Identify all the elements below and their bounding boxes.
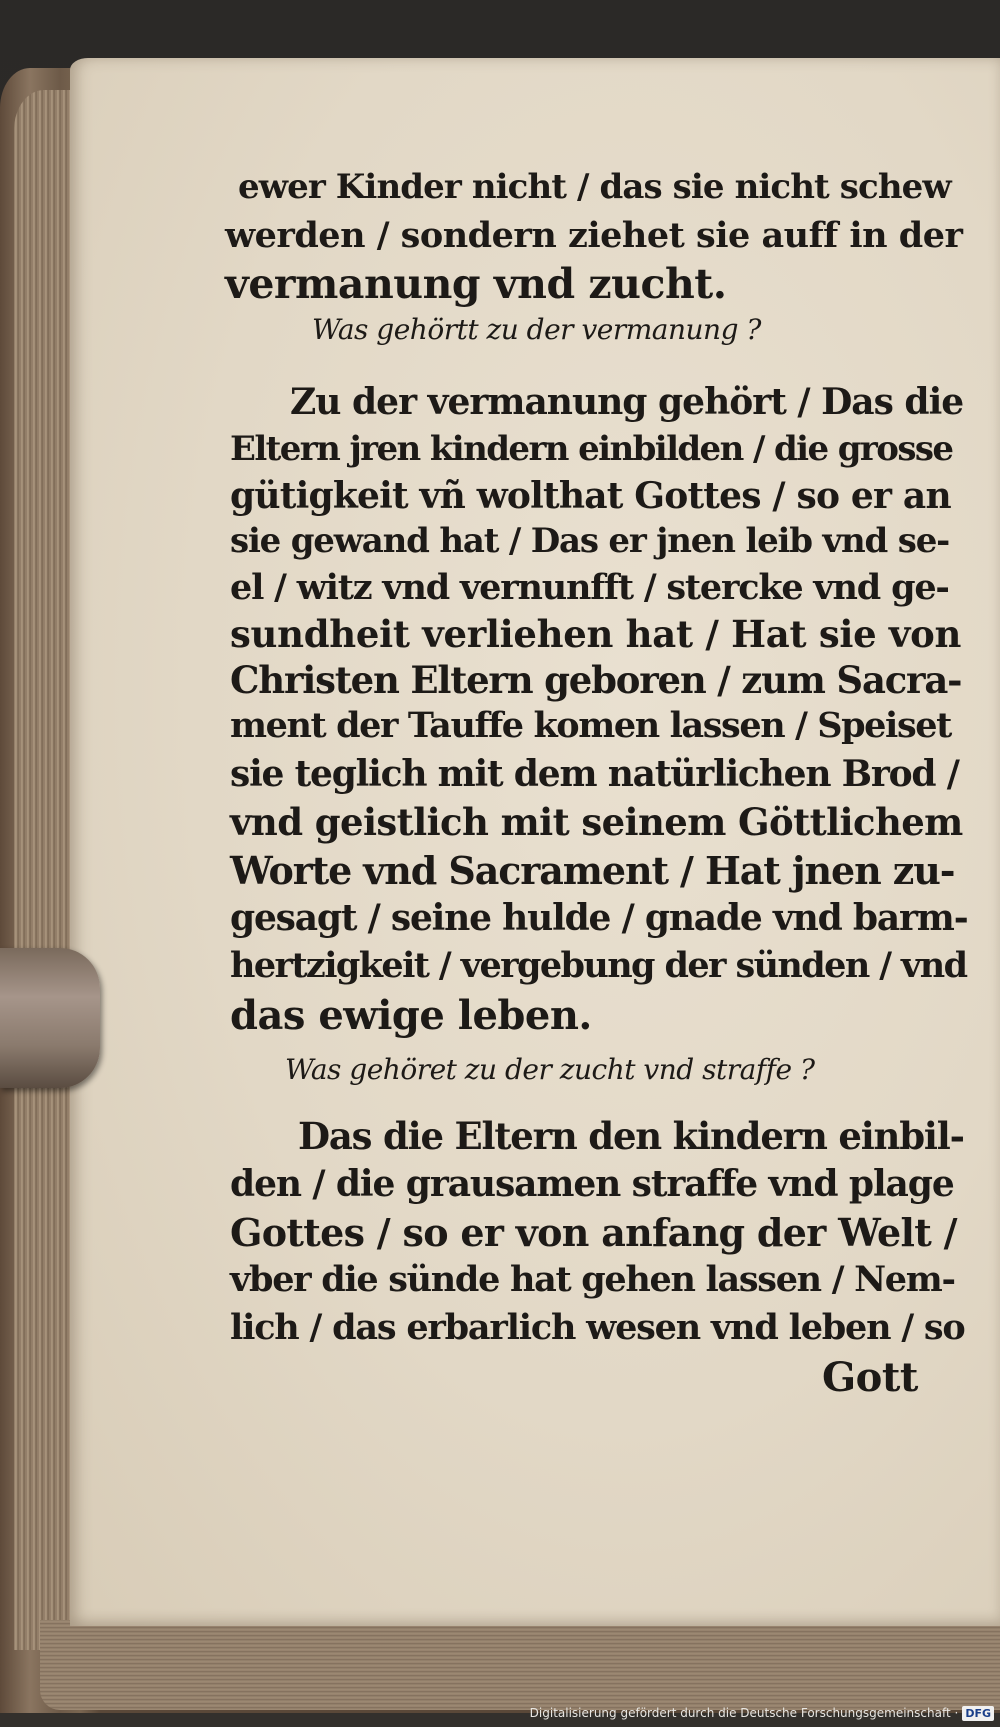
text-line: den / die grausamen straffe vnd plage bbox=[230, 1163, 954, 1205]
text-line: hertzigkeit / vergebung der sünden / vnd bbox=[230, 945, 967, 986]
text-line: sie teglich mit dem natürlichen Brod / bbox=[230, 753, 959, 795]
text-line: werden / sondern ziehet sie auff in der bbox=[225, 215, 963, 256]
digitization-credit bbox=[530, 1703, 994, 1723]
text-line: Christen Eltern geboren / zum Sacra- bbox=[230, 658, 962, 702]
page-edges-bottom bbox=[40, 1620, 1000, 1710]
bookmark-clip bbox=[0, 948, 100, 1088]
text-line: gesagt / seine hulde / gnade vnd barm- bbox=[230, 897, 968, 939]
text-line: sie gewand hat / Das er jnen leib vnd se- bbox=[230, 521, 950, 561]
text-line: lich / das erbarlich wesen vnd leben / so bbox=[230, 1307, 965, 1348]
book-page bbox=[70, 58, 1000, 1626]
text-line: vber die sünde hat gehen lassen / Nem- bbox=[230, 1259, 955, 1300]
text-line: ment der Tauffe komen lassen / Speiset bbox=[230, 705, 951, 746]
text-line: Zu der vermanung gehört / Das die bbox=[290, 381, 964, 423]
text-line: Gottes / so er von anfang der Welt / bbox=[230, 1210, 957, 1255]
text-line: gütigkeit vñ wolthat Gottes / so er an bbox=[230, 475, 951, 517]
text-line: Eltern jren kindern einbilden / die grosse bbox=[230, 429, 953, 469]
dfg-logo-icon: DFG bbox=[962, 1706, 994, 1721]
text-line: sundheit verliehen hat / Hat sie von bbox=[230, 612, 962, 656]
text-line: vnd geistlich mit seinem Göttlichem bbox=[230, 800, 963, 844]
question-heading: Was gehöret zu der zucht vnd straffe ? bbox=[285, 1053, 815, 1086]
text-line: das ewige leben. bbox=[230, 992, 592, 1039]
text-line: el / witz vnd vernunfft / stercke vnd ge- bbox=[230, 567, 949, 608]
text-line: Das die Eltern den kindern einbil- bbox=[298, 1114, 964, 1158]
question-heading: Was gehörtt zu der vermanung ? bbox=[312, 313, 761, 346]
page-text-block bbox=[70, 58, 1000, 1626]
catchword: Gott bbox=[822, 1354, 918, 1401]
page-edges-left bbox=[14, 90, 74, 1650]
credit-text: Digitalisierung gefördert durch die Deutsche Forschungsgemeinschaft · bbox=[529, 1706, 959, 1720]
text-line: vermanung vnd zucht. bbox=[225, 260, 727, 308]
text-line: Worte vnd Sacrament / Hat jnen zu- bbox=[230, 848, 955, 893]
text-line: ewer Kinder nicht / das sie nicht schew bbox=[238, 167, 951, 207]
